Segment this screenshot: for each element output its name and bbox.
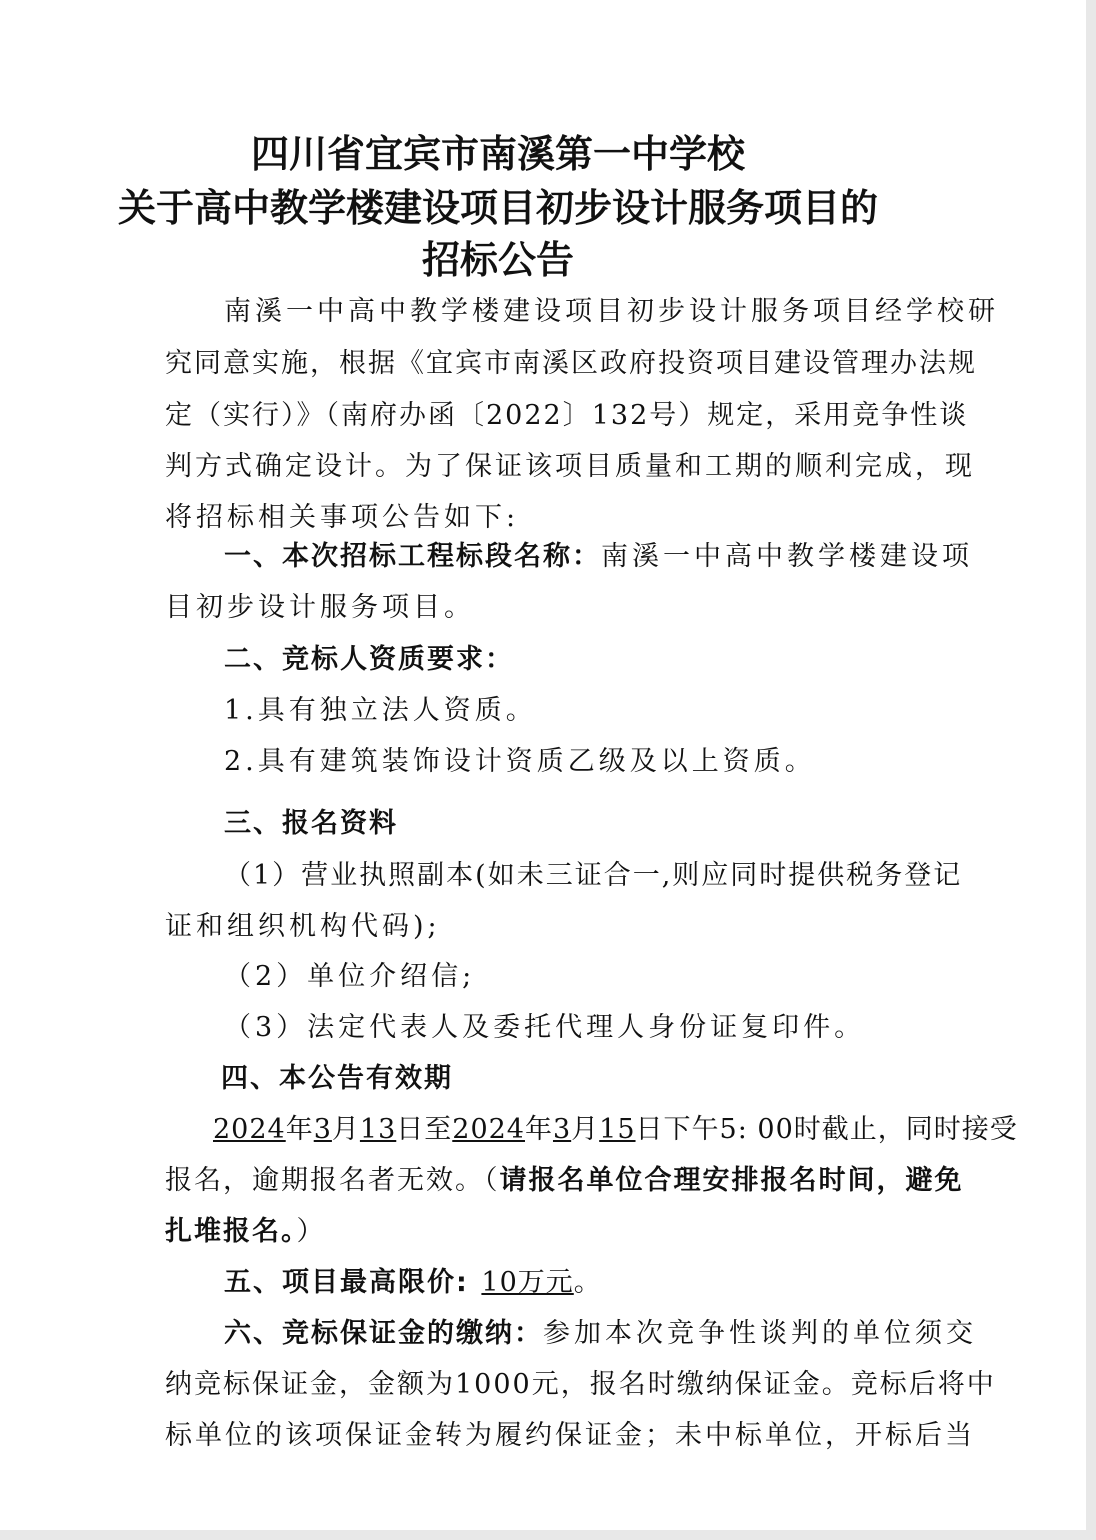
section6-line-1 (224, 1314, 977, 1354)
year-char: 年 (285, 1114, 314, 1145)
section3-item-3: （3）法定代表人及委托代理人身份证复印件。 (224, 1012, 866, 1043)
section1-line-1 (224, 537, 973, 577)
section1-line-2: 目初步设计服务项目。 (165, 592, 475, 623)
bold-advice-end: 扎堆报名。 (165, 1216, 297, 1247)
section3-item-2: （2）单位介绍信; (224, 961, 476, 992)
year-char-2: 年 (524, 1114, 553, 1145)
closing-paren: ） (296, 1216, 328, 1247)
section6-line-2: 纳竞标保证金，金额为1000元，报名时缴纳保证金。竞标后将中 (165, 1369, 996, 1400)
month-char: 月 (331, 1114, 360, 1145)
section3-heading: 三、报名资料 (224, 808, 398, 839)
intro-line-1: 南溪一中高中教学楼建设项目初步设计服务项目经学校研 (224, 296, 999, 327)
section2-item-2: 2.具有建筑装饰设计资质乙级及以上资质。 (224, 746, 816, 777)
section5-line (224, 1263, 605, 1303)
day-to-char: 日至 (396, 1114, 453, 1145)
section1-text: 南溪一中高中教学楼建设项 (601, 541, 973, 572)
title-line-2: 关于高中教学楼建设项目初步设计服务项目的 (117, 186, 878, 230)
section3-item-1b: 证和组织机构代码); (165, 911, 441, 942)
section2-item-1: 1.具有独立法人资质。 (224, 695, 537, 726)
intro-line-4: 判方式确定设计。为了保证该项目质量和工期的顺利完成，现 (165, 451, 975, 482)
end-month: 3 (552, 1114, 572, 1145)
end-day: 15 (599, 1114, 636, 1145)
bold-advice: 请报名单位合理安排报名时间，避免 (499, 1165, 964, 1196)
viewer-bottom-edge (0, 1530, 1096, 1540)
section4-line-1 (213, 1110, 1018, 1150)
section5-heading: 五、项目最高限价: (224, 1267, 469, 1298)
expiry-note: 报名，逾期报名者无效。（ (165, 1165, 500, 1196)
end-year: 2024 (452, 1114, 525, 1145)
section5-end: 。 (573, 1267, 605, 1298)
section4-line-3 (165, 1212, 328, 1252)
section4-line-2 (165, 1161, 964, 1201)
start-year: 2024 (213, 1114, 286, 1145)
max-price: 10万元 (481, 1267, 574, 1298)
viewer-scroll-edge (1086, 0, 1096, 1540)
section6-heading: 六、竞标保证金的缴纳： (224, 1318, 543, 1349)
section3-item-1a: （1）营业执照副本(如未三证合一,则应同时提供税务登记 (224, 860, 963, 891)
section4-heading: 四、本公告有效期 (221, 1063, 453, 1094)
intro-line-5: 将招标相关事项公告如下: (165, 502, 520, 533)
title-line-3: 招标公告 (421, 238, 574, 282)
section6-text-1: 参加本次竞争性谈判的单位须交 (543, 1318, 977, 1349)
start-day: 13 (359, 1114, 397, 1145)
intro-line-2: 究同意实施，根据《宜宾市南溪区政府投资项目建设管理办法规 (165, 348, 977, 379)
month-char-2: 月 (571, 1114, 600, 1145)
section2-heading: 二、竞标人资质要求： (224, 644, 514, 675)
intro-line-3: 定（实行）》（南府办函〔2022〕132号）规定，采用竞争性谈 (165, 400, 969, 431)
title-line-1: 四川省宜宾市南溪第一中学校 (250, 132, 745, 176)
section1-heading: 一、本次招标工程标段名称： (224, 541, 601, 572)
section6-line-3: 标单位的该项保证金转为履约保证金；未中标单位，开标后当 (165, 1420, 975, 1451)
start-month: 3 (313, 1114, 332, 1145)
deadline-text: 日下午5: 00时截止，同时接受 (635, 1114, 1018, 1145)
